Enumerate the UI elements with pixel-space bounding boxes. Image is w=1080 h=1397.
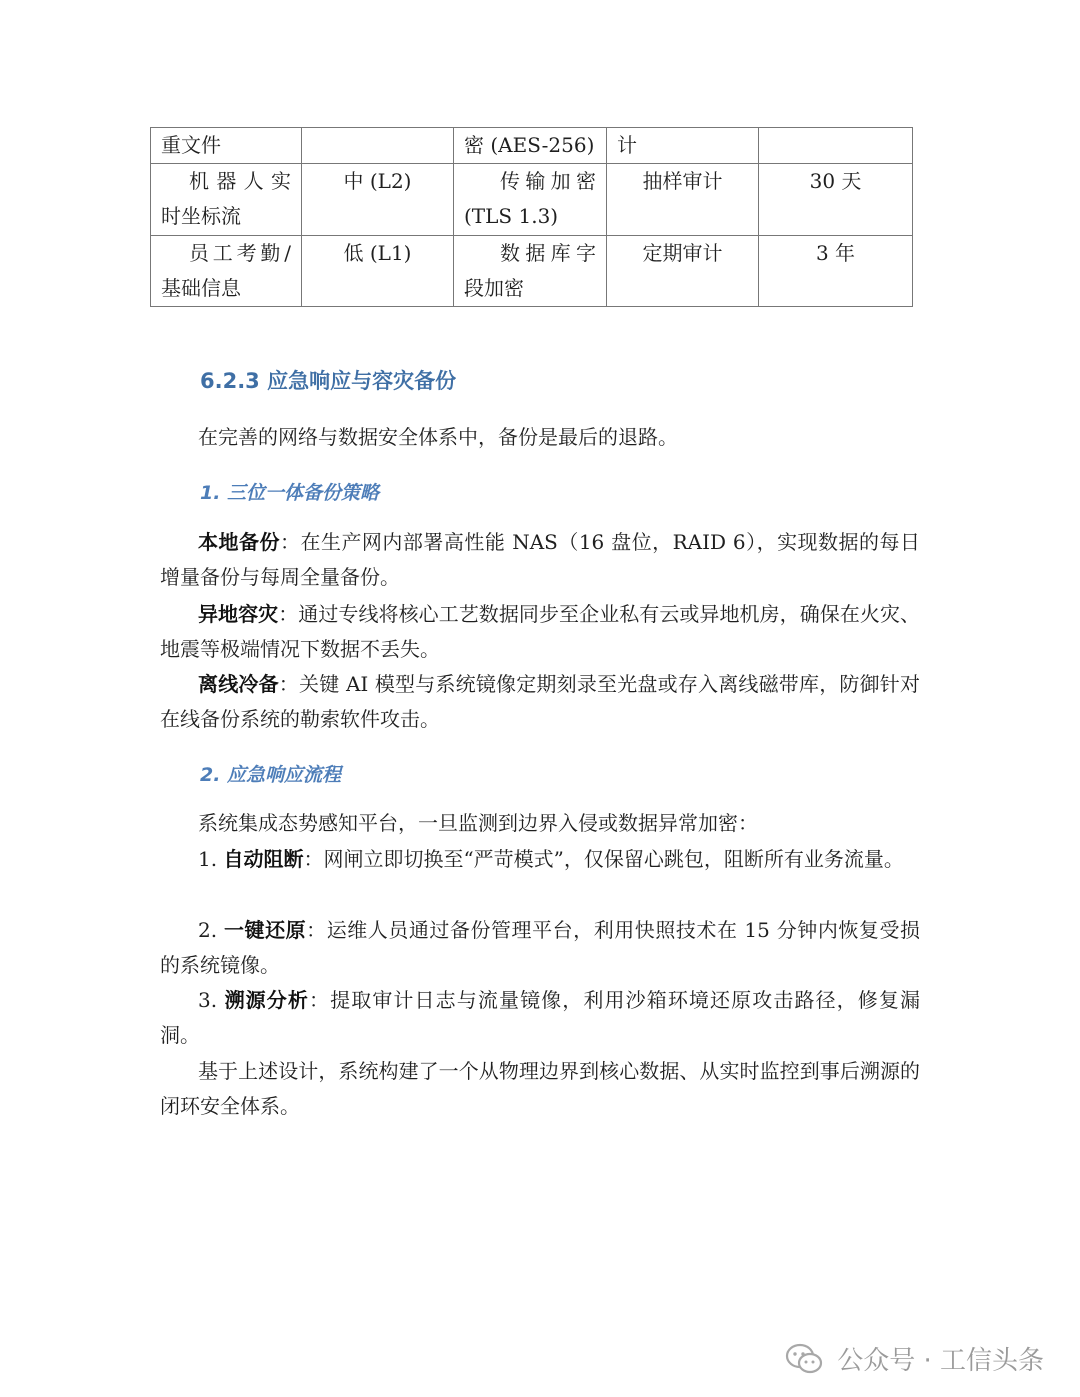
security-table <box>150 127 913 307</box>
cell-text: 机器人实 <box>189 169 291 193</box>
step-number: 3. <box>198 988 225 1012</box>
cell-text: 员工考勤/ <box>189 241 291 265</box>
response-step-2 <box>160 913 920 983</box>
table-cell: 抽样审计 <box>607 164 759 236</box>
cell-text: 段加密 <box>464 276 524 300</box>
table-cell: 3 年 <box>759 236 913 307</box>
table-cell: 密 (AES-256) <box>454 128 607 164</box>
section-intro: 在完善的网络与数据安全体系中，备份是最后的退路。 <box>198 425 678 449</box>
wechat-icon <box>785 1343 823 1375</box>
step-number: 1. <box>198 847 224 871</box>
table-cell <box>759 128 913 164</box>
table-cell: 低 (L1) <box>302 236 454 307</box>
conclusion-paragraph: 基于上述设计，系统构建了一个从物理边界到核心数据、从实时监控到事后溯源的闭环安全体系。 <box>160 1059 920 1118</box>
item-text: ：关键 AI 模型与系统镜像定期刻录至光盘或存入离线磁带库，防御针对在线备份系统的勒索软件攻击。 <box>160 672 920 731</box>
response-step-3 <box>160 983 920 1053</box>
backup-item-local <box>160 525 920 595</box>
table-cell <box>454 236 607 307</box>
table-cell <box>151 164 302 236</box>
table-cell: 计 <box>607 128 759 164</box>
item-text: ：通过专线将核心工艺数据同步至企业私有云或异地机房，确保在火灾、地震等极端情况下数据不丢失。 <box>160 602 921 661</box>
table-cell <box>302 128 454 164</box>
subsection-heading-response: 2. 应急响应流程 <box>200 764 342 786</box>
table-cell: 中 (L2) <box>302 164 454 236</box>
table-cell: 定期审计 <box>607 236 759 307</box>
item-label: 本地备份 <box>198 530 280 554</box>
item-text: ：在生产网内部署高性能 NAS（16 盘位，RAID 6），实现数据的每日增量备份与每周全量备份。 <box>160 530 921 589</box>
subsection-heading-backup: 1. 三位一体备份策略 <box>200 482 380 504</box>
backup-item-offline <box>160 667 920 737</box>
item-label: 异地容灾 <box>198 602 279 626</box>
footer-text: 公众号 · 工信头条 <box>837 1346 1044 1376</box>
section-heading: 6.2.3 应急响应与容灾备份 <box>200 369 457 393</box>
response-intro: 系统集成态势感知平台，一旦监测到边界入侵或数据异常加密： <box>198 811 758 835</box>
cell-text: 基础信息 <box>161 276 241 300</box>
cell-text: 时坐标流 <box>161 204 241 228</box>
step-text: ：运维人员通过备份管理平台，利用快照技术在 15 分钟内恢复受损的系统镜像。 <box>160 918 920 977</box>
table-row <box>151 236 913 307</box>
step-text: ：网闸立即切换至“严苛模式”，仅保留心跳包，阻断所有业务流量。 <box>303 847 904 871</box>
cell-text: (TLS 1.3) <box>464 204 559 228</box>
cell-text: 数据库字 <box>500 241 596 265</box>
step-number: 2. <box>198 918 224 942</box>
table-cell: 重文件 <box>151 128 302 164</box>
table-cell: 30 天 <box>759 164 913 236</box>
table-row <box>151 164 913 236</box>
item-label: 离线冷备 <box>198 672 279 696</box>
step-label: 一键还原 <box>223 918 307 942</box>
response-step-1 <box>160 842 920 877</box>
step-label: 溯源分析 <box>224 988 309 1012</box>
cell-text: 传输加密 <box>500 169 596 193</box>
backup-item-remote <box>160 597 920 667</box>
watermark-footer <box>785 1340 1044 1377</box>
step-text: ：提取审计日志与流量镜像，利用沙箱环境还原攻击路径，修复漏洞。 <box>160 988 921 1047</box>
table-cell <box>454 164 607 236</box>
table-row <box>151 128 913 164</box>
table-cell <box>151 236 302 307</box>
step-label: 自动阻断 <box>223 847 304 871</box>
